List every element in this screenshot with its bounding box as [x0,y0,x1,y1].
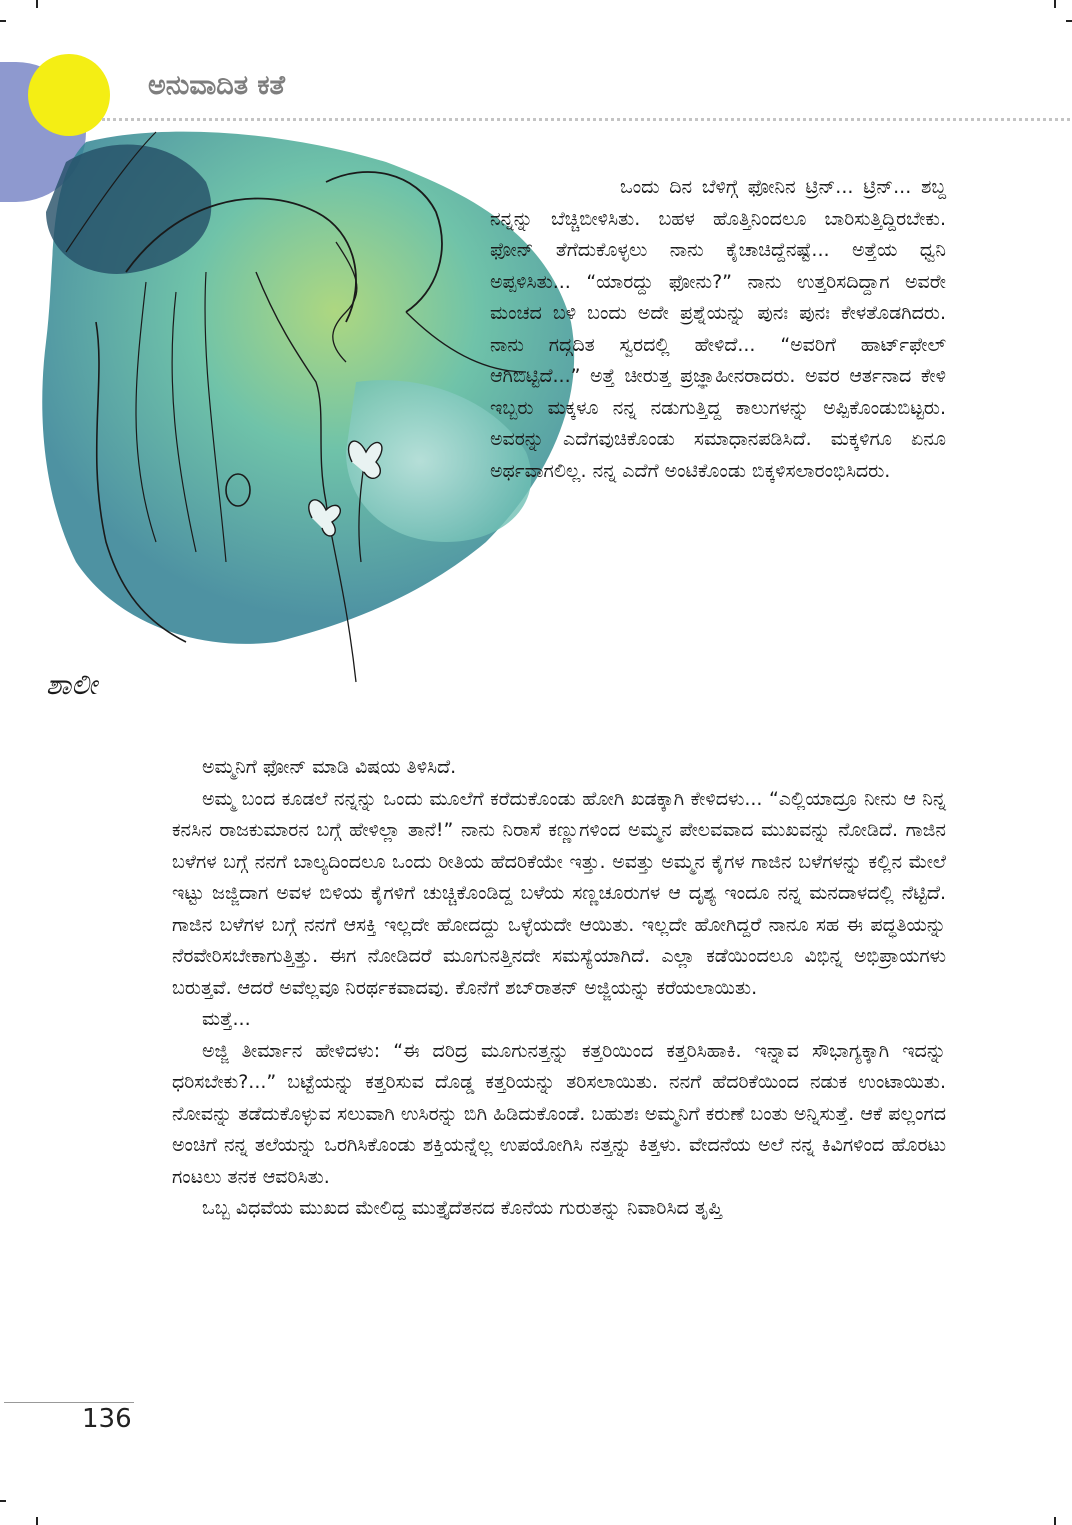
crop-mark [0,20,6,22]
page-number: 136 [82,1404,132,1434]
story-paragraph: ಅಮ್ಮನಿಗೆ ಫೋನ್ ಮಾಡಿ ವಿಷಯ ತಿಳಿಸಿದೆ. [202,756,457,778]
crop-mark [0,1500,6,1502]
crop-mark [36,1517,38,1525]
crop-mark [1054,1517,1056,1525]
footer-rule [4,1402,134,1403]
dotted-divider [102,118,1070,121]
section-label: ಅನುವಾದಿತ ಕತೆ [148,70,285,101]
story-paragraph: ಅಜ್ಜಿ ತೀರ್ಮಾನ ಹೇಳಿದಳು: “ಈ ದರಿದ್ರ ಮೂಗುನತ್ತನ್ನು ಕತ್ತರಿಯಿಂದ ಕತ್ತರಿಸಿಹಾಕಿ. ಇನ್ನಾವ ಸೌಭಾಗ್ಯಕ್ಕಾಗಿ ಇದನ್ನು ಧರಿಸಬೇಕು?...” ಬಟ್ಟೆಯನ್ನು ಕತ್ತರಿಸುವ ದೊಡ್ಡ ಕತ್ತರಿಯನ್ನು ತರಿಸಲಾಯಿತು. ನನಗೆ ಹೆದರಿಕೆಯಿಂದ ನಡುಕ ಉಂಟಾಯಿತು. ನೋವನ್ನು ತಡೆದುಕೊಳ್ಳುವ ಸಲುವಾಗಿ ಉಸಿರನ್ನು ಬಿಗಿ ಹಿಡಿದುಕೊಂಡೆ. ಬಹುಶಃ ಅಮ್ಮನಿಗೆ ಕರುಣೆ ಬಂತು ಅನ್ನಿಸುತ್ತೆ. ಆಕೆ ಪಲ್ಲಂಗದ ಅಂಚಿಗೆ ನನ್ನ ತಲೆಯನ್ನು ಒರಗಿಸಿಕೊಂಡು ಶಕ್ತಿಯನ್ನೆಲ್ಲ ಉಪಯೋಗಿಸಿ ನತ್ತನ್ನು ಕಿತ್ತಳು. ವೇದನೆಯ ಅಲೆ ನನ್ನ ಕಿವಿಗಳಿಂದ ಹೊರಟು ಗಂಟಲು ತನಕ ಆವರಿಸಿತು. [172,1039,946,1188]
crop-mark [1054,0,1056,8]
story-paragraph: ಒಬ್ಬ ವಿಧವೆಯ ಮುಖದ ಮೇಲಿದ್ದ ಮುತ್ತೈದೆತನದ ಕೊನೆಯ ಗುರುತನ್ನು ನಿವಾರಿಸಿದ ತೃಪ್ತಿ [202,1197,723,1219]
intro-paragraph: ಒಂದು ದಿನ ಬೆಳಿಗ್ಗೆ ಫೋನಿನ ಟ್ರಿನ್... ಟ್ರಿನ್... ಶಬ್ದ ನನ್ನನ್ನು ಬೆಚ್ಚಿಬೀಳಿಸಿತು. ಬಹಳ ಹೊತ್ತಿನಿಂದಲೂ ಬಾರಿಸುತ್ತಿದ್ದಿರಬೇಕು. ಫೋನ್ ತೆಗೆದುಕೊಳ್ಳಲು ನಾನು ಕೈಚಾಚಿದ್ದೆನಷ್ಟೆ... ಅತ್ತೆಯ ಧ್ವನಿ ಅಪ್ಪಳಿಸಿತು... “ಯಾರದ್ದು ಫೋನು?” ನಾನು ಉತ್ತರಿಸದಿದ್ದಾಗ ಅವರೇ ಮಂಚದ ಬಳಿ ಬಂದು ಅದೇ ಪ್ರಶ್ನೆಯನ್ನು ಪುನಃ ಪುನಃ ಕೇಳತೊಡಗಿದರು. ನಾನು ಗದ್ಗದಿತ ಸ್ವರದಲ್ಲಿ ಹೇಳಿದೆ... “ಅವರಿಗೆ ಹಾರ್ಟ್‌ಫೇಲ್ ಆಗಿಬಿಟ್ಟಿದೆ...” ಅತ್ತೆ ಚೀರುತ್ತ ಪ್ರಜ್ಞಾಹೀನರಾದರು. ಅವರ ಆರ್ತನಾದ ಕೇಳಿ ಇಬ್ಬರು ಮಕ್ಕಳೂ ನನ್ನ ನಡುಗುತ್ತಿದ್ದ ಕಾಲುಗಳನ್ನು ಅಪ್ಪಿಕೊಂಡುಬಿಟ್ಟರು. ಅವರನ್ನು ಎದೆಗವುಚಿಕೊಂಡು ಸಮಾಧಾನಪಡಿಸಿದೆ. ಮಕ್ಕಳಿಗೂ ಏನೂ ಅರ್ಥವಾಗಲಿಲ್ಲ. ನನ್ನ ಎದೆಗೆ ಅಂಟಿಕೊಂಡು ಬಿಕ್ಕಳಿಸಲಾರಂಭಿಸಿದರು. [490,176,946,482]
story-body [172,752,946,1225]
story-paragraph: ಅಮ್ಮ ಬಂದ ಕೂಡಲೆ ನನ್ನನ್ನು ಒಂದು ಮೂಲೆಗೆ ಕರೆದುಕೊಂಡು ಹೋಗಿ ಖಡಕ್ಕಾಗಿ ಕೇಳಿದಳು... “ಎಲ್ಲಿಯಾದ್ರೂ ನೀನು ಆ ನಿನ್ನ ಕನಸಿನ ರಾಜಕುಮಾರನ ಬಗ್ಗೆ ಹೇಳಿಲ್ಲಾ ತಾನೆ!” ನಾನು ನಿರಾಸೆ ಕಣ್ಣುಗಳಿಂದ ಅಮ್ಮನ ಪೇಲವವಾದ ಮುಖವನ್ನು ನೋಡಿದೆ. ಗಾಜಿನ ಬಳೆಗಳ ಬಗ್ಗೆ ನನಗೆ ಬಾಲ್ಯದಿಂದಲೂ ಒಂದು ರೀತಿಯ ಹೆದರಿಕೆಯೇ ಇತ್ತು. ಅವತ್ತು ಅಮ್ಮನ ಕೈಗಳ ಗಾಜಿನ ಬಳೆಗಳನ್ನು ಕಲ್ಲಿನ ಮೇಲೆ ಇಟ್ಟು ಜಜ್ಜಿದಾಗ ಅವಳ ಬಿಳಿಯ ಕೈಗಳಿಗೆ ಚುಚ್ಚಿಕೊಂಡಿದ್ದ ಬಳೆಯ ಸಣ್ಣಚೂರುಗಳ ಆ ದೃಶ್ಯ ಇಂದೂ ನನ್ನ ಮನದಾಳದಲ್ಲಿ ನೆಟ್ಟಿದೆ. ಗಾಜಿನ ಬಳೆಗಳ ಬಗ್ಗೆ ನನಗೆ ಆಸಕ್ತಿ ಇಲ್ಲದೇ ಹೋದದ್ದು ಒಳ್ಳೆಯದೇ ಆಯಿತು. ಇಲ್ಲದೇ ಹೋಗಿದ್ದರೆ ನಾನೂ ಸಹ ಈ ಪದ್ಧತಿಯನ್ನು ನೆರವೇರಿಸಬೇಕಾಗುತ್ತಿತ್ತು. ಈಗ ನೋಡಿದರೆ ಮೂಗುನತ್ತಿನದೇ ಸಮಸ್ಯೆಯಾಗಿದೆ. ಎಲ್ಲಾ ಕಡೆಯಿಂದಲೂ ವಿಭಿನ್ನ ಅಭಿಪ್ರಾಯಗಳು ಬರುತ್ತವೆ. ಆದರೆ ಅವೆಲ್ಲವೂ ನಿರರ್ಥಕವಾದವು. ಕೊನೆಗೆ ಶಬ್‌ರಾತನ್ ಅಜ್ಜಿಯನ್ನು ಕರೆಯಲಾಯಿತು. [172,787,946,999]
illustration-signature: ಶಾಲೀ [46,668,98,701]
crop-mark [36,0,38,8]
crop-mark [1066,20,1072,22]
story-paragraph: ಮತ್ತೆ... [202,1008,251,1030]
